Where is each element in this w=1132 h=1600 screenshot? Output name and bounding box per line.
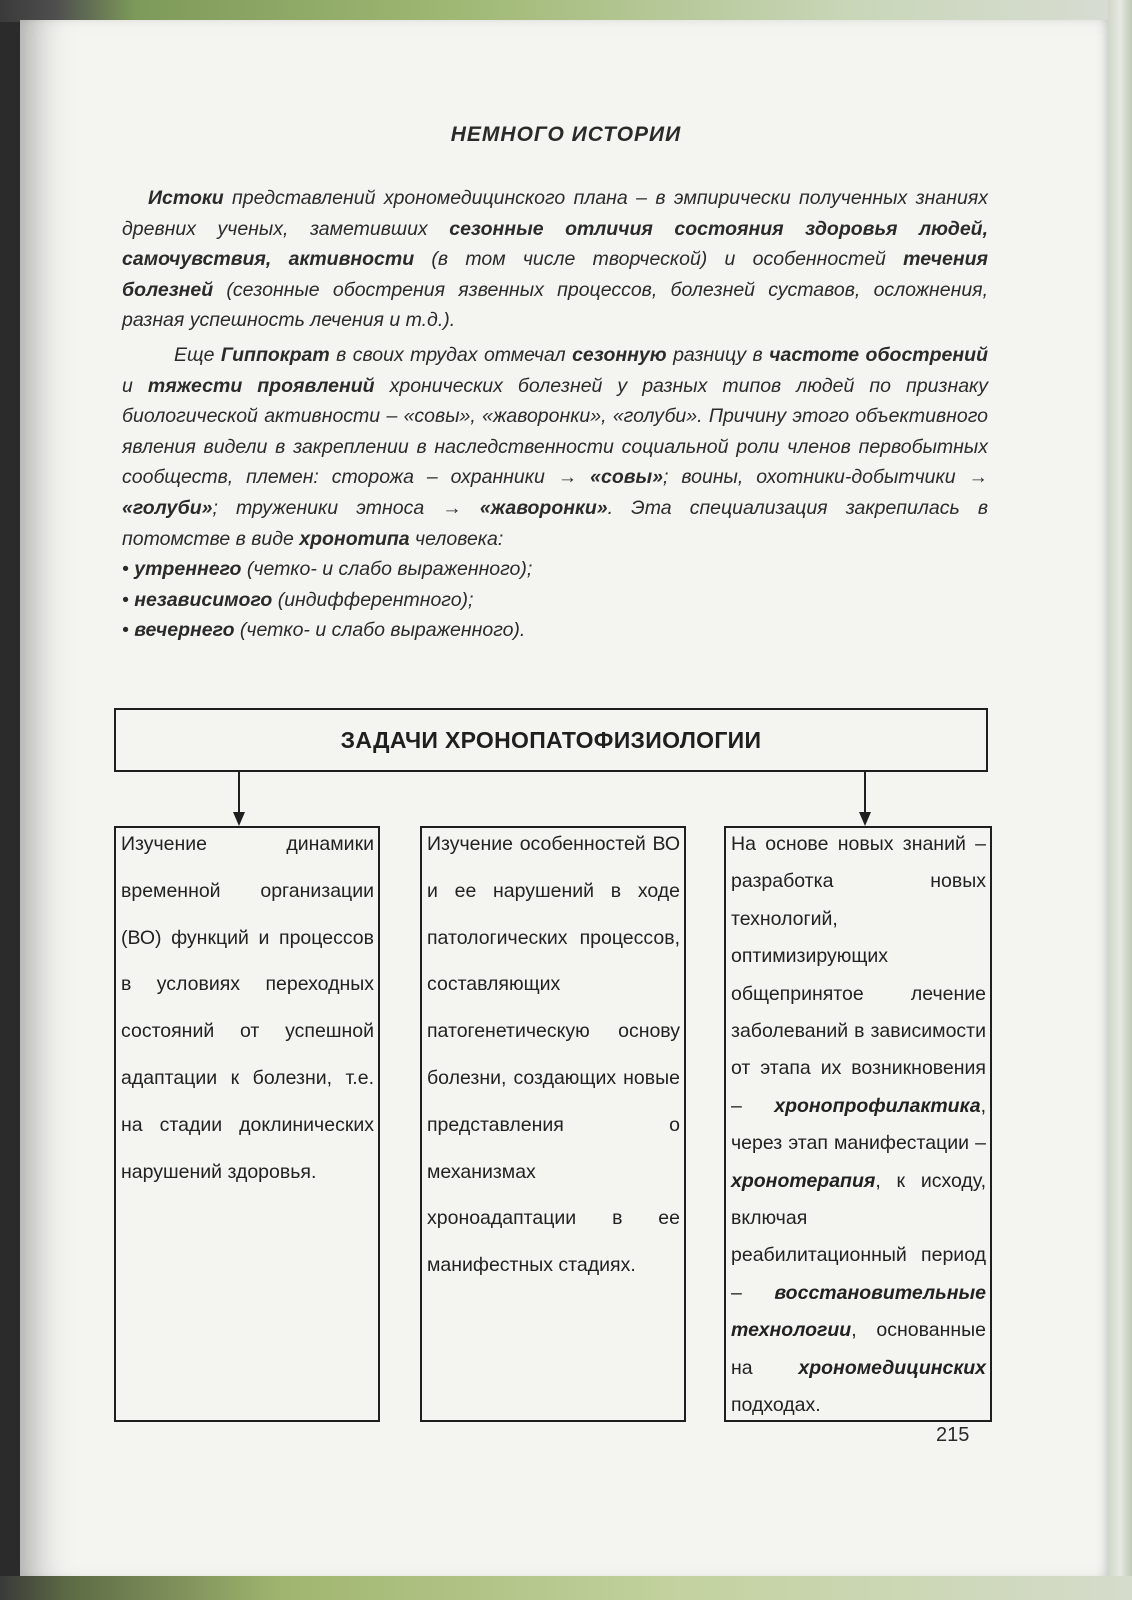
text-run: человека: [409, 527, 504, 550]
text-run: (в том числе творческой) и особенностей [414, 248, 904, 271]
text-run: (четко- и слабо выраженного); [241, 558, 533, 581]
list-item [122, 615, 988, 646]
chronotype-list [122, 554, 988, 646]
bold-term: «жаворонки» [479, 496, 608, 519]
list-item [122, 585, 988, 616]
text-run: представлений хрономедицинского плана – в эмпирически полученных знаниях древних ученых, заметивших [122, 187, 988, 240]
bold-term: «совы» [590, 466, 664, 489]
task-box-text: Изучение динамики временной организации (ВО) функций и процессов в условиях переходных состояний от успешной адаптации к болезни, т.е. на стадии доклинических нарушений здоровья. [121, 833, 374, 1183]
bold-term: Истоки [148, 187, 224, 209]
bold-term: течения болезней [122, 248, 988, 301]
arrow-down-icon [859, 812, 871, 826]
connector-line-right [864, 772, 866, 814]
task-box-dynamics [114, 826, 380, 1422]
bold-term: сезонные отличия состояния здоровья людей, самочувствия, активности [122, 217, 988, 271]
task-box-features [420, 826, 686, 1422]
bold-term: частоте обострений [769, 343, 988, 366]
bold-term: независимого [134, 588, 273, 611]
text-run: , к исходу, включая реабилитационный период – [731, 1169, 986, 1304]
text-run: (сезонные обострения язвенных процессов, болезней суставов, осложнения, разная успешность лечения и т.д.). [122, 278, 988, 332]
text-run: (индифферентного); [272, 588, 474, 611]
bullet-marker: • [122, 558, 135, 581]
bold-term: хрономедицинских [798, 1356, 986, 1379]
bold-term: сезонную [572, 343, 667, 366]
text-run: Еще [174, 343, 221, 366]
bold-term: Гиппократ [220, 343, 330, 366]
text-run: хронических болезней у разных типов людей по признаку биологической активности – «совы», «жаворонки», «голуби». Причину этого объективного явления видели в закреплении в наследственности социальной роли членов первобытных сообществ, племен: сторожа – охранники → [122, 374, 989, 489]
task-box-text: Изучение особенностей ВО и ее нарушений в ходе патологических процессов, составляющих патогенетическую основу болезни, создающих новые представления о механизмах хроноадаптации в ее манифестных стадиях. [427, 833, 680, 1277]
tasks-title-box: ЗАДАЧИ ХРОНОПАТОФИЗИОЛОГИИ [114, 708, 988, 772]
bold-term: утреннего [134, 558, 242, 581]
text-run: и [122, 374, 148, 397]
bottom-cover-edge [0, 1576, 1132, 1600]
bold-term: вечернего [134, 619, 235, 642]
list-item [122, 554, 988, 585]
right-cover-edge [1108, 0, 1132, 1600]
bold-term: восстановительные технологии [731, 1281, 986, 1342]
connector-line-left [238, 772, 240, 814]
bold-term: тяжести проявлений [147, 374, 375, 397]
section-heading: НЕМНОГО ИСТОРИИ [450, 123, 682, 146]
text-run: На основе новых знаний – разработка новых технологий, оптимизирующих общепринятое лечение заболеваний в зависимости от этапа их возникновения – [731, 833, 986, 1117]
bold-term: «голуби» [122, 496, 213, 519]
paragraph-hippocrates [122, 340, 988, 554]
text-run: , основанные на [731, 1319, 986, 1379]
task-box-technologies [724, 826, 992, 1422]
bold-term: хронотипа [299, 527, 410, 550]
text-run: разницу в [666, 343, 770, 366]
history-text [122, 183, 988, 646]
page-number: 215 [936, 1424, 970, 1446]
task-box-text [731, 826, 986, 1425]
top-cover-edge [0, 0, 1132, 22]
bullet-marker: • [122, 588, 135, 611]
text-run: (четко- и слабо выраженного). [234, 619, 526, 642]
bold-term: хронотерапия [731, 1169, 876, 1192]
text-run: , через этап манифестации – [731, 1094, 986, 1155]
text-run: ; воины, охотники-добытчики → [663, 466, 988, 489]
bold-term: хронопрофилактика [774, 1094, 981, 1117]
bullet-marker: • [122, 619, 135, 642]
paragraph-origins [122, 183, 988, 336]
text-run: подходах. [731, 1394, 821, 1417]
text-run: . Эта специализация закрепилась в потомстве в виде [122, 496, 988, 550]
text-run: ; труженики этноса → [212, 496, 480, 519]
text-run: в своих трудах отмечал [329, 343, 573, 366]
